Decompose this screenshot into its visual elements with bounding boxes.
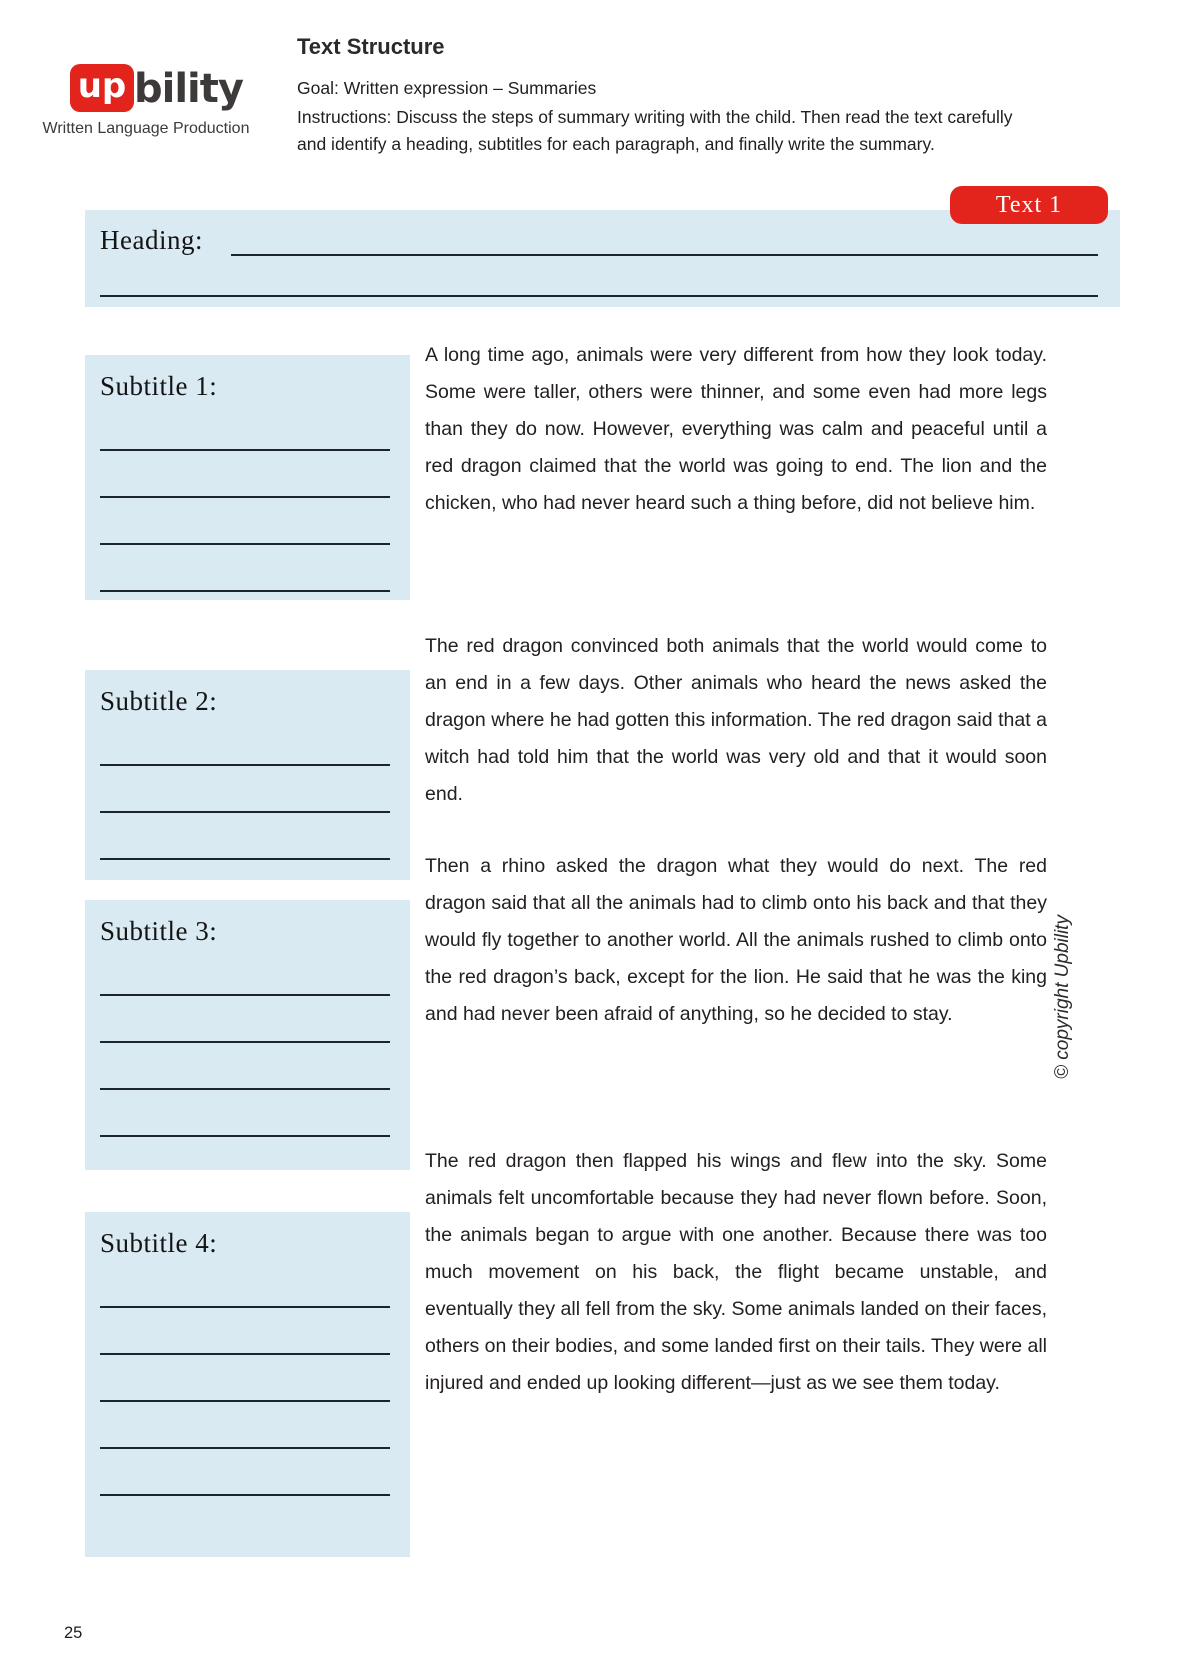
copyright-note: © copyright Upbility [1052,915,1073,1079]
logo-bility-mark: bility [134,66,243,112]
writing-line [100,1043,390,1090]
page-title: Text Structure [297,34,445,59]
writing-line [100,451,390,498]
heading-label: Heading: [100,225,203,255]
heading-writing-line [231,224,1098,256]
writing-line [100,728,390,766]
subtitle-label: Subtitle 1: [100,371,218,401]
writing-lines [100,413,390,592]
heading-box [85,210,1120,307]
writing-line [100,498,390,545]
writing-line [100,996,390,1043]
instructions-text: Instructions: Discuss the steps of summary writing with the child. Then read the text carefully and identify a heading, subtitles for each paragraph, and finally write the summary. [297,107,1013,154]
paragraph-text: Then a rhino asked the dragon what they would do next. The red dragon said that all the animals had to climb onto his back and that they would fly together to another world. All the animals rushed to climb onto the red dragon’s back, except for the lion. He said that he was the king and had never been afraid of anything, so he decided to stay. [425,855,1047,1025]
subtitle-box [85,670,410,880]
paragraph-text: The red dragon convinced both animals that the world would come to an end in a few days. Other animals who heard the news asked the dragon where he had gotten this information. The red dragon said that a witch had told him that the world was very old and that it would soon end. [425,635,1047,805]
goal-text: Goal: Written expression – Summaries [297,78,597,98]
logo-tagline: Written Language Production [42,120,250,137]
writing-lines [100,958,390,1137]
writing-line [100,958,390,996]
writing-line [100,1402,390,1449]
subtitle-label: Subtitle 2: [100,686,218,716]
text-number-badge: Text 1 [950,186,1108,224]
subtitle-label: Subtitle 4: [100,1228,218,1258]
subtitle-box [85,1212,410,1557]
subtitle-label: Subtitle 3: [100,916,218,946]
paragraph-text: A long time ago, animals were very different from how they look today. Some were taller, others were thinner, and some even had more legs than they do now. However, everything was calm and peaceful until a red dragon claimed that the world was going to end. The lion and the chicken, who had never heard such a thing before, did not believe him. [425,344,1047,514]
writing-line [100,1090,390,1137]
writing-line [100,1449,390,1496]
heading-writing-line [100,295,1098,297]
subtitle-box [85,355,410,600]
writing-lines [100,728,390,860]
logo-up-mark: up [70,64,134,112]
writing-line [100,413,390,451]
writing-line [100,545,390,592]
writing-line [100,1355,390,1402]
writing-lines [100,1270,390,1496]
paragraph-text: The red dragon then flapped his wings and flew into the sky. Some animals felt uncomfortable because they had never flown before. Soon, the animals began to argue with one another. Because there was too much movement on his back, the flight became unstable, and eventually they all fell from the sky. Some animals landed on their faces, others on their bodies, and some landed first on their tails. They were all injured and ended up looking different—just as we see them today. [425,1150,1047,1394]
writing-line [100,766,390,813]
subtitle-box [85,900,410,1170]
writing-line [100,1308,390,1355]
writing-line [100,813,390,860]
upbility-logo [70,64,243,112]
page-number: 25 [64,1624,83,1642]
writing-line [100,1270,390,1308]
